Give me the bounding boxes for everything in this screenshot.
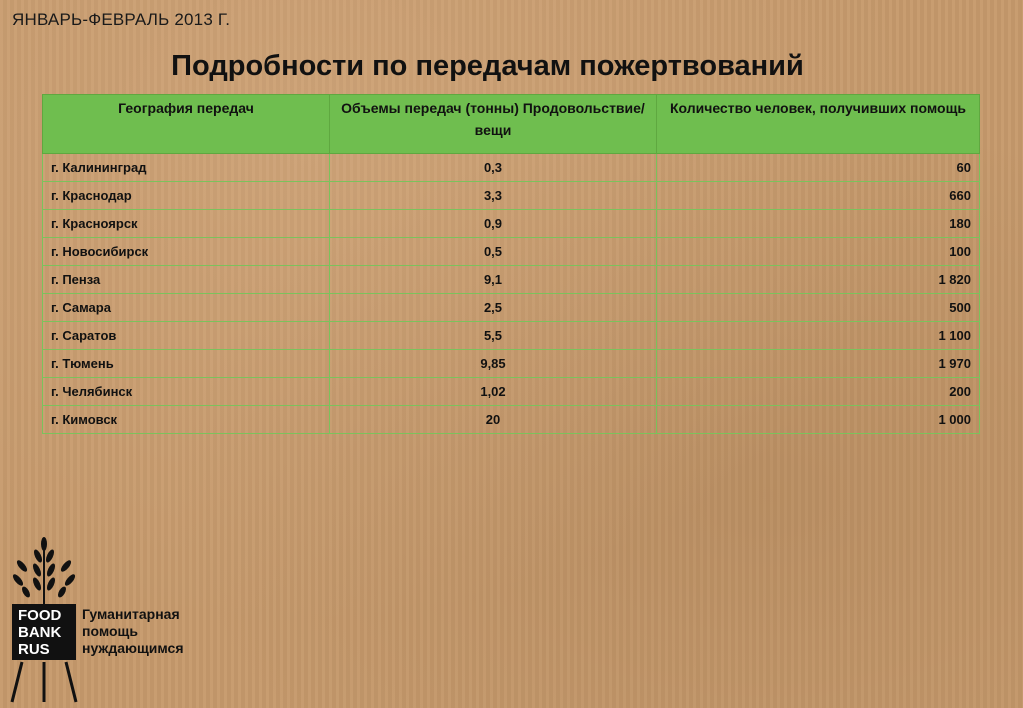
- cell-volume: 20: [330, 406, 657, 434]
- table-row: [43, 266, 980, 294]
- table-row: [43, 238, 980, 266]
- cell-people: 60: [657, 154, 980, 182]
- column-header-people: Количество человек, получивших помощь: [657, 95, 980, 154]
- cell-volume: 2,5: [330, 294, 657, 322]
- page-title: Подробности по передачам пожертвований: [171, 50, 804, 82]
- cell-city: г. Новосибирск: [43, 238, 330, 266]
- cell-city: г. Кимовск: [43, 406, 330, 434]
- logo-legs-icon: [4, 660, 84, 704]
- logo-mark: [12, 604, 76, 660]
- cell-volume: 9,1: [330, 266, 657, 294]
- cell-people: 1 000: [657, 406, 980, 434]
- period-label: ЯНВАРЬ-ФЕВРАЛЬ 2013 Г.: [12, 10, 231, 29]
- cell-city: г. Пенза: [43, 266, 330, 294]
- table-row: [43, 210, 980, 238]
- cell-volume: 9,85: [330, 350, 657, 378]
- table-row: [43, 350, 980, 378]
- foodbank-logo: [4, 536, 204, 704]
- cell-people: 660: [657, 182, 980, 210]
- cell-volume: 0,3: [330, 154, 657, 182]
- cell-people: 1 970: [657, 350, 980, 378]
- table-row: [43, 378, 980, 406]
- wheat-icon: [4, 536, 84, 606]
- cell-people: 180: [657, 210, 980, 238]
- cell-people: 500: [657, 294, 980, 322]
- cell-volume: 3,3: [330, 182, 657, 210]
- cell-people: 100: [657, 238, 980, 266]
- table-row: [43, 406, 980, 434]
- cell-people: 200: [657, 378, 980, 406]
- cell-people: 1 100: [657, 322, 980, 350]
- table-row: [43, 154, 980, 182]
- cell-volume: 0,5: [330, 238, 657, 266]
- logo-text-rus: RUS: [18, 641, 50, 658]
- table-header-row: [43, 95, 980, 154]
- logo-tagline: Гуманитарная помощь нуждающимся: [82, 606, 184, 656]
- cell-city: г. Тюмень: [43, 350, 330, 378]
- cell-volume: 0,9: [330, 210, 657, 238]
- cell-city: г. Челябинск: [43, 378, 330, 406]
- logo-text-food: FOOD: [18, 607, 62, 624]
- cell-city: г. Калининград: [43, 154, 330, 182]
- donations-table: [42, 94, 980, 434]
- cell-people: 1 820: [657, 266, 980, 294]
- cell-city: г. Краснодар: [43, 182, 330, 210]
- column-header-volume: Объемы передач (тонны) Продовольствие/вещи: [330, 95, 657, 154]
- table-row: [43, 322, 980, 350]
- logo-text-bank: BANK: [18, 624, 62, 641]
- column-header-geography: География передач: [43, 95, 330, 154]
- cell-city: г. Саратов: [43, 322, 330, 350]
- cell-city: г. Самара: [43, 294, 330, 322]
- table-row: [43, 294, 980, 322]
- cell-city: г. Красноярск: [43, 210, 330, 238]
- cell-volume: 1,02: [330, 378, 657, 406]
- table-row: [43, 182, 980, 210]
- cell-volume: 5,5: [330, 322, 657, 350]
